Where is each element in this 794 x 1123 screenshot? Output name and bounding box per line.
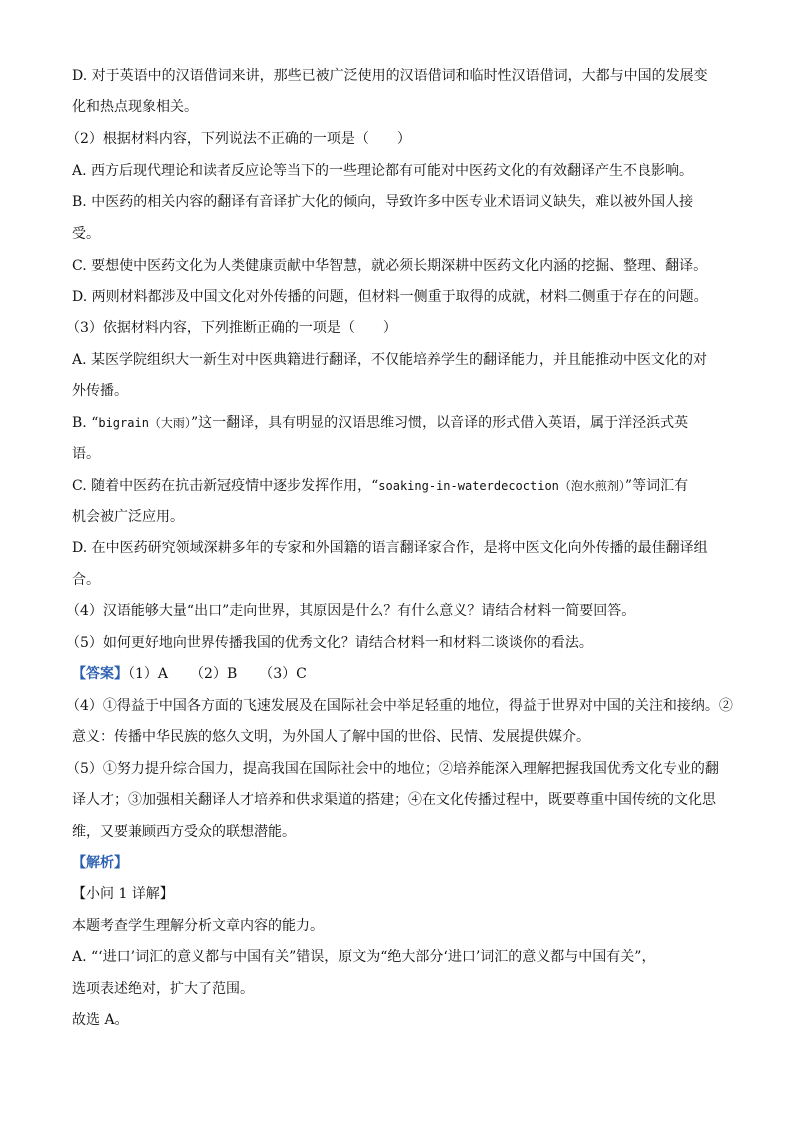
q3-option-c-prefix: C. 随着中医药在抗击新冠疫情中逐步发挥作用，“ [72,478,379,494]
q3-option-b-prefix: B. “ [72,415,99,431]
q2-option-b: B. 中医药的相关内容的翻译有音译扩大化的倾向，导致许多中医专业术语词义缺失，难以被外国人接 [72,194,694,210]
question-2: （2）根据材料内容，下列说法不正确的一项是（ ） [66,131,411,147]
analysis-tag-text: 【解析】 [72,855,128,871]
answer-2: （2）B [190,666,238,682]
q2-option-a: A. 西方后现代理论和读者反应论等当下的一些理论都有可能对中医药文化的有效翻译产生不良影响。 [72,163,694,179]
answer-5-cont-2: 维，又要兼顾西方受众的联想潜能。 [72,824,296,840]
answer-4: （4）①得益于中国各方面的飞速发展及在国际社会中举足轻重的地位，得益于世界对中国的关注和接纳。② [66,698,733,714]
option-d-line: D. 对于英语中的汉语借词来讲，那些已被广泛使用的汉语借词和临时性汉语借词，大都与中国的发展变 [72,68,708,84]
q3-option-b [72,413,752,433]
answer-line [72,664,752,684]
q3-option-c-rest: ”等词汇有 [624,478,689,494]
analysis-option-a: A. “‘进口’词汇的意义都与中国有关”错误，原文为“绝大部分‘进口’词汇的意义都与中国有关”， [72,949,656,965]
q2-option-d: D. 两则材料都涉及中国文化对外传播的问题，但材料一侧重于取得的成就，材料二侧重于存在的问题。 [72,289,708,305]
q2-option-c: C. 要想使中医药文化为人类健康贡献中华智慧，就必须长期深耕中医药文化内涵的挖掘、整理、翻译。 [72,258,708,274]
option-d-line-cont: 化和热点现象相关。 [72,99,198,115]
q3-option-c [72,476,752,496]
q3-option-d: D. 在中医药研究领域深耕多年的专家和外国籍的语言翻译家合作，是将中医文化向外传播的最佳翻译组 [72,540,708,556]
analysis-conclusion: 故选 A。 [72,1012,129,1028]
q3-option-c-term: soaking-in-waterdecoction（泡水煎剂） [378,479,625,493]
q3-option-a-cont: 外传播。 [72,383,128,399]
answer-4-cont: 意义：传播中华民族的悠久文明，为外国人了解中国的世俗、民情、发展提供媒介。 [72,729,590,745]
answer-3: （3）C [259,666,307,682]
answer-5-cont-1: 译人才；③加强相关翻译人才培养和供求渠道的搭建；④在文化传播过程中，既要尊重中国传统的文化思 [72,792,716,808]
sub-question-1-heading: 【小问 1 详解】 [72,886,174,902]
analysis-tag [72,853,752,873]
answer-5: （5）①努力提升综合国力，提高我国在国际社会中的地位；②培养能深入理解把握我国优秀文化专业的翻 [66,761,719,777]
q2-option-b-cont: 受。 [72,226,100,242]
analysis-intro: 本题考查学生理解分析文章内容的能力。 [72,918,324,934]
question-4: （4）汉语能够大量“出口”走向世界，其原因是什么？有什么意义？请结合材料一简要回答。 [66,603,636,619]
q3-option-a: A. 某医学院组织大一新生对中医典籍进行翻译，不仅能培养学生的翻译能力，并且能推动中医文化的对 [72,352,708,368]
analysis-option-a-cont: 选项表述绝对，扩大了范围。 [72,981,254,997]
answer-1: （1）A [128,666,169,682]
q3-option-b-term: bigrain（大雨） [98,416,191,430]
q3-option-b-cont: 语。 [72,446,100,462]
q3-option-b-rest: ”这一翻译，具有明显的汉语思维习惯，以音译的形式借入英语，属于洋泾浜式英 [190,415,689,431]
question-5: （5）如何更好地向世界传播我国的优秀文化？请结合材料一和材料二谈谈你的看法。 [66,635,593,651]
question-3: （3）依据材料内容，下列推断正确的一项是（ ） [66,320,397,336]
answer-tag: 【答案】 [72,666,128,682]
q3-option-c-cont: 机会被广泛应用。 [72,509,184,525]
q3-option-d-cont: 合。 [72,572,100,588]
